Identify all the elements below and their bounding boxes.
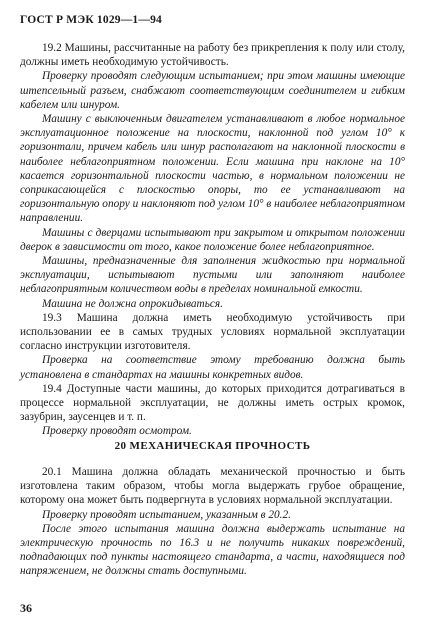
paragraph-19-4-check: Проверку проводят осмотром. bbox=[42, 425, 192, 438]
section-20-text bbox=[20, 465, 405, 579]
paragraph-19-2-doors: Машины с дверцами испытывают при закрытом и открытом положении дверок в зависимости от того, какое положение более неблагоприятное. bbox=[20, 226, 405, 253]
paragraph-20-1: 20.1 Машина должна обладать механической прочностью и быть изготовлена таким образом, чтобы могла выдержать грубое обращение, которому она может быть подвергнута в условиях нормальной эксплуатации. bbox=[20, 466, 405, 507]
page-header: ГОСТ Р МЭК 1029—1—94 bbox=[20, 14, 162, 26]
paragraph-19-3: 19.3 Машина должна иметь необходимую устойчивость при использовании ее в самых трудных условиях нормальной эксплуатации согласно инструкции изготовителя. bbox=[20, 311, 405, 353]
section-19-text bbox=[20, 41, 405, 439]
paragraph-19-3-check: Проверка на соответствие этому требованию должна быть установлена в стандартах на машины конкретных видов. bbox=[20, 354, 405, 381]
section-title: 20 МЕХАНИЧЕСКАЯ ПРОЧНОСТЬ bbox=[114, 440, 311, 452]
paragraph-19-2-test: Проверку проводят следующим испытанием; при этом машины имеющие штепсельный разъем, снабжают соответствующим соединителем и гибким кабелем или шнуром. bbox=[20, 70, 405, 111]
paragraph-19-2-procedure: Машину с выключенным двигателем устанавливают в любое нормальное эксплуатационное положение на плоскости, наклонной под углом 10° к горизонтали, причем кабель или шнур располагают на наклонной плоскости в наиболее неблагоприятном положении. Если машина при наклоне на 10° касается горизонтальной плоскости частью, в нормальном положении не соприкасающейся с плоскостью опоры, то ее устанавливают на горизонтальную опору и наклоняют под углом 10° в наиболее неблагоприятном направлении. bbox=[20, 113, 405, 225]
paragraph-19-4: 19.4 Доступные части машины, до которых приходится дотрагиваться в процессе нормальной эксплуатации, не должны иметь острых кромок, зазубрин, заусенцев и т. п. bbox=[20, 382, 405, 424]
paragraph-20-1-after: После этого испытания машина должна выдержать испытание на электрическую прочность по 16.3 и не получить никаких повреждений, подпадающих под пункты настоящего стандарта, а части, находящиеся под напряжением, не должны стать доступными. bbox=[20, 522, 405, 578]
paragraph-20-1-check: Проверку проводят испытанием, указанным в 20.2. bbox=[42, 508, 291, 521]
paragraph-19-2-liquid: Машины, предназначенные для заполнения жидкостью при нормальной эксплуатации, испытывают пустыми или заполняют наиболее неблагоприятным количеством воды в пределах номинальной емкости. bbox=[20, 255, 405, 296]
paragraph-19-2-result: Машина не должна опрокидываться. bbox=[42, 297, 223, 310]
page-number: 36 bbox=[20, 601, 32, 615]
paragraph-19-2: 19.2 Машины, рассчитанные на работу без прикрепления к полу или столу, должны иметь необходимую устойчивость. bbox=[20, 42, 405, 69]
